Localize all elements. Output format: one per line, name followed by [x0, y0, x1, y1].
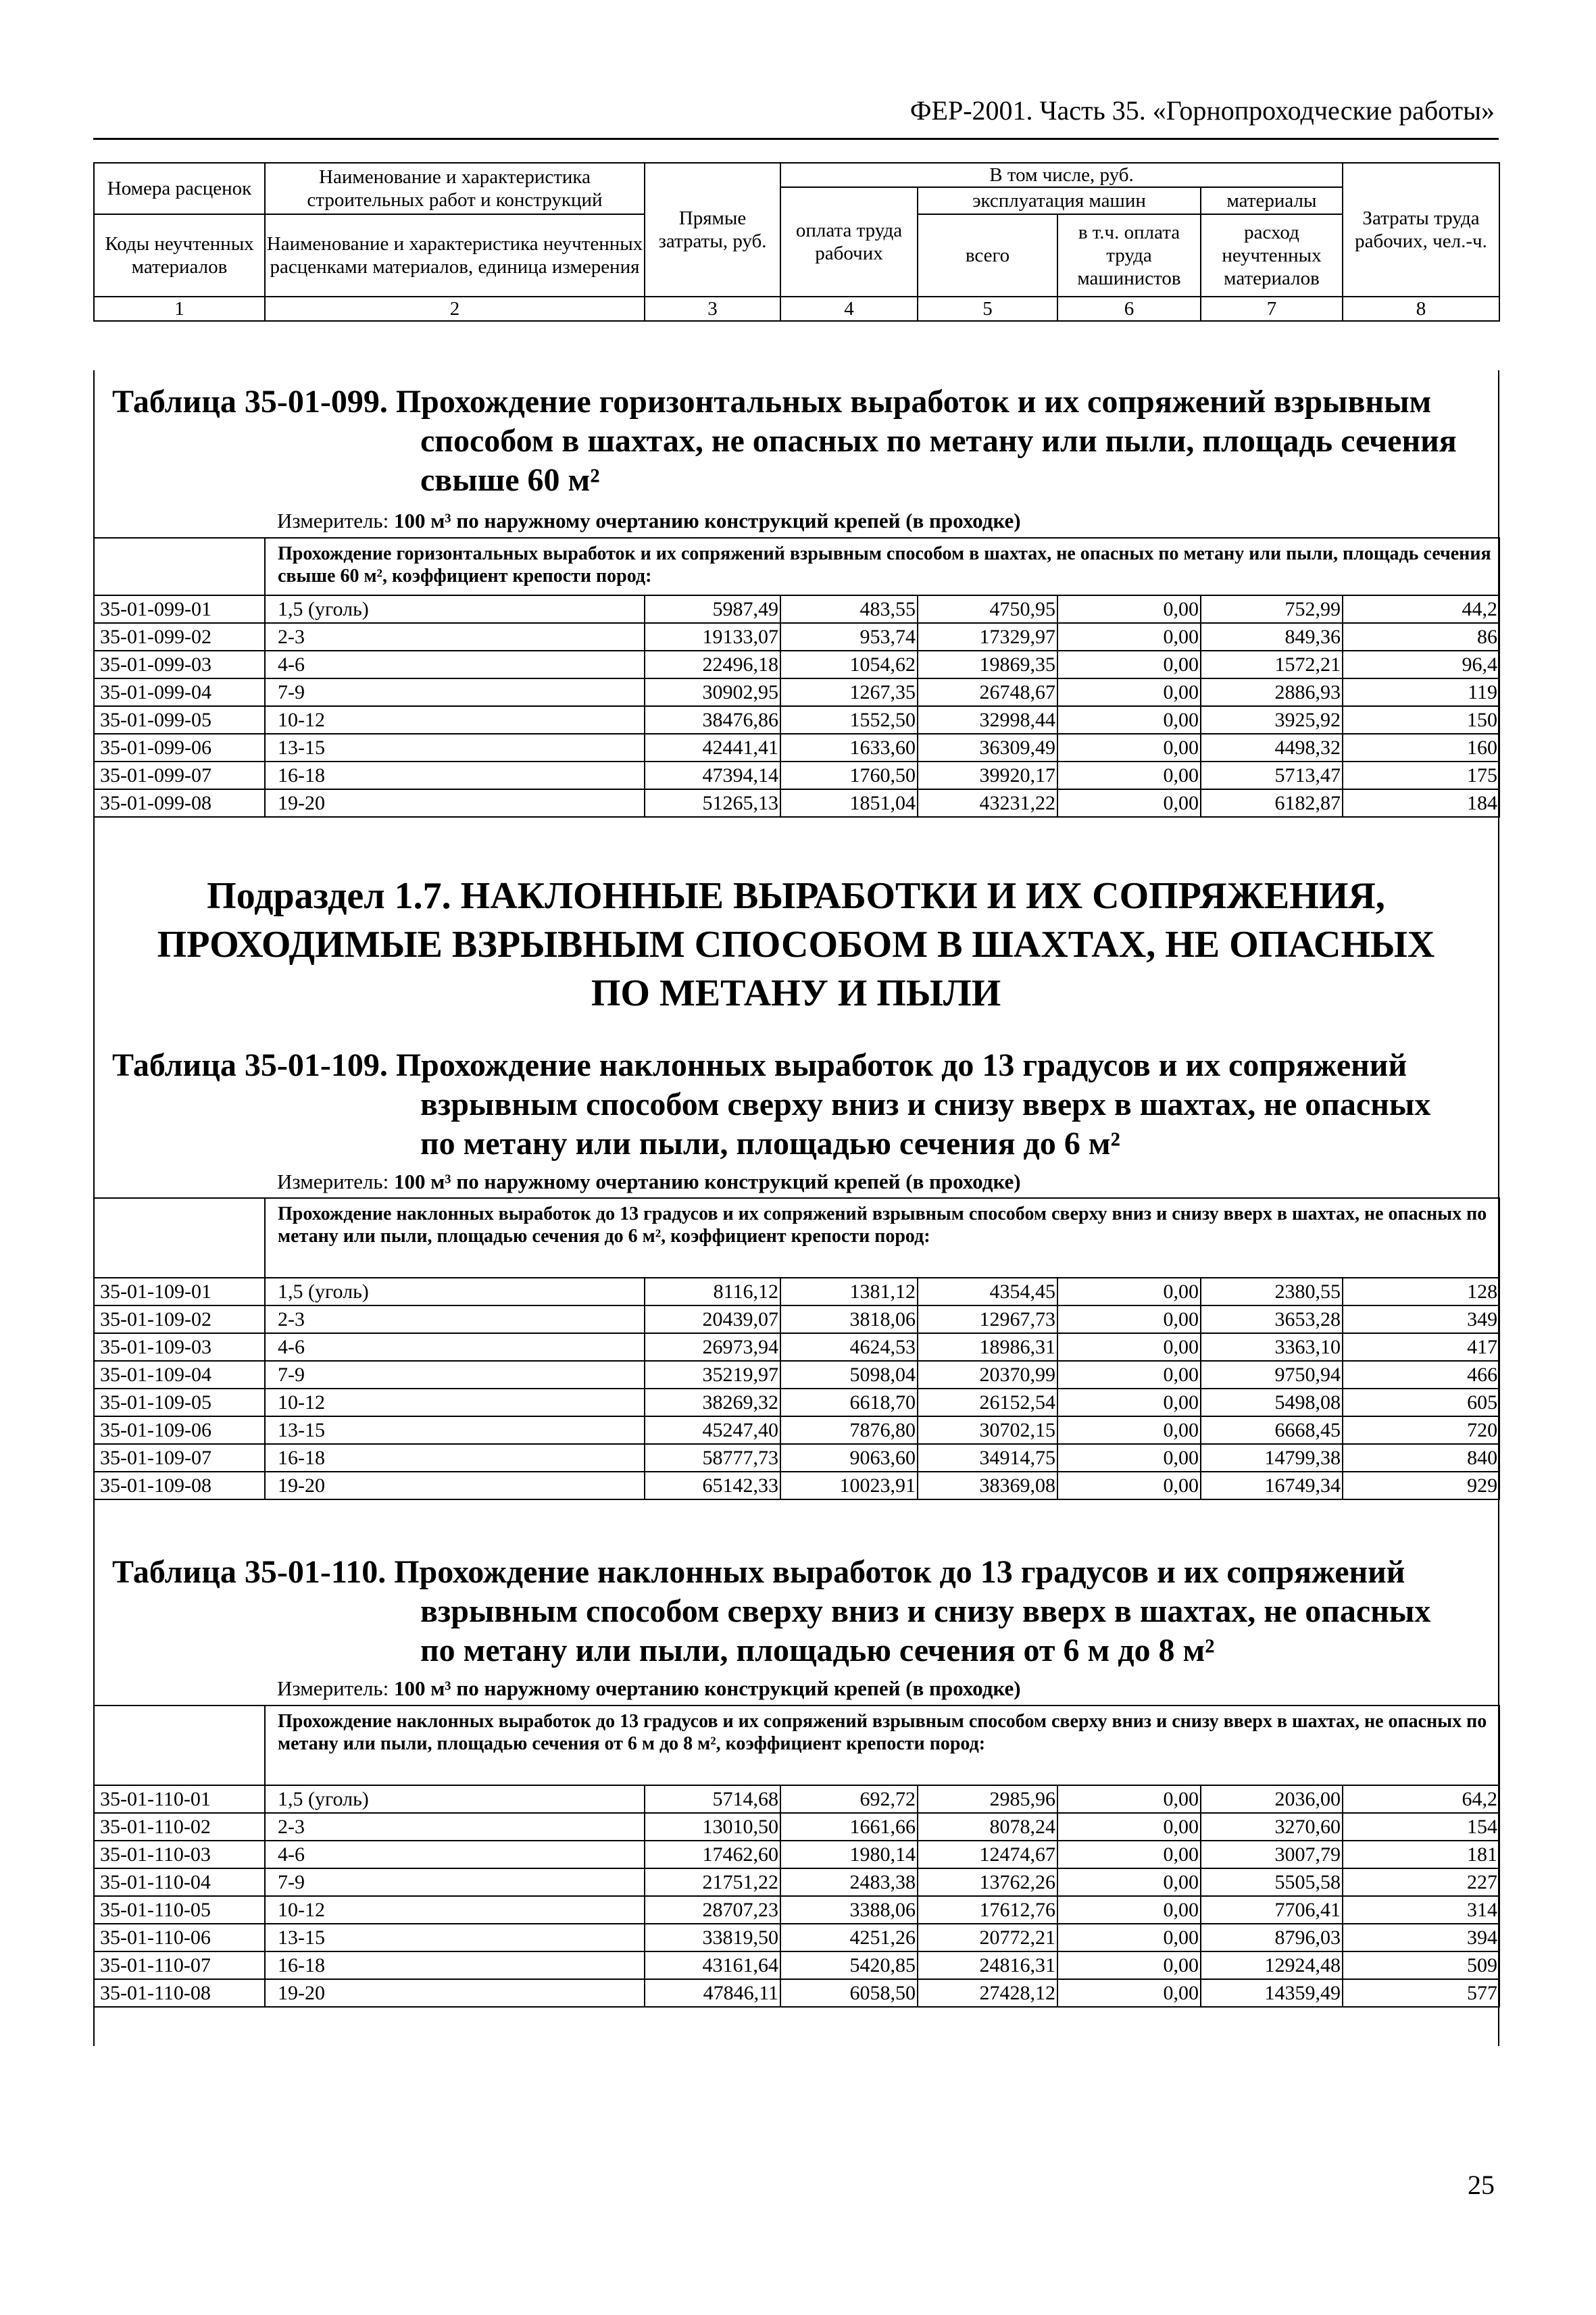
unit-label: Измеритель:	[277, 509, 394, 532]
labor-hours-cell: 509	[1343, 1951, 1499, 1979]
machinist-pay-cell: 0,00	[1057, 1896, 1201, 1924]
rock-hardness-cell: 2-3	[265, 1305, 645, 1333]
direct-costs-cell: 38476,86	[645, 706, 780, 734]
rate-code-cell: 35-01-109-04	[94, 1361, 265, 1389]
table-title-line: взрывным способом сверху вниз и снизу вверх в шахтах, не опасных	[420, 1593, 1431, 1629]
rate-table-110	[93, 1705, 1500, 2008]
header-codes-top: Номера расценок	[94, 163, 265, 214]
direct-costs-cell: 19133,07	[645, 623, 780, 651]
table-title-line: способом в шахтах, не опасных по метану или пыли, площадь сечения	[420, 423, 1457, 459]
unit-value: 100 м³ по наружному очертанию конструкций крепей (в проходке)	[393, 1170, 1021, 1193]
direct-costs-cell: 28707,23	[645, 1896, 780, 1924]
table-row	[94, 1472, 1499, 1499]
machines-total-cell: 20772,21	[918, 1924, 1057, 1951]
labor-hours-cell: 160	[1343, 734, 1499, 762]
table-title-line: Таблица 35-01-109. Прохождение наклонных выработок до 13 градусов и их сопряжений	[112, 1047, 1407, 1083]
labor-hours-cell: 96,4	[1343, 651, 1499, 678]
rate-code-cell: 35-01-099-07	[94, 762, 265, 789]
labor-hours-cell: 466	[1343, 1361, 1499, 1389]
subsection-line: ПО МЕТАНУ И ПЫЛИ	[591, 972, 1001, 1014]
machines-total-cell: 19869,35	[918, 651, 1057, 678]
rate-table-109	[93, 1197, 1500, 1500]
machinist-pay-cell: 0,00	[1057, 678, 1201, 706]
worker-pay-cell: 1267,35	[780, 678, 918, 706]
machines-total-cell: 20370,99	[918, 1361, 1057, 1389]
machinist-pay-cell: 0,00	[1057, 651, 1201, 678]
machinist-pay-cell: 0,00	[1057, 1924, 1201, 1951]
worker-pay-cell: 1381,12	[780, 1278, 918, 1305]
table-row	[94, 1841, 1499, 1868]
worker-pay-cell: 1980,14	[780, 1841, 918, 1868]
material-usage-cell: 7706,41	[1201, 1896, 1343, 1924]
worker-pay-cell: 1054,62	[780, 651, 918, 678]
material-usage-cell: 5498,08	[1201, 1389, 1343, 1416]
rock-hardness-cell: 16-18	[265, 762, 645, 789]
rock-hardness-cell: 19-20	[265, 1979, 645, 2007]
worker-pay-cell: 9063,60	[780, 1444, 918, 1472]
machinist-pay-cell: 0,00	[1057, 1416, 1201, 1444]
machines-total-cell: 18986,31	[918, 1333, 1057, 1361]
rock-hardness-cell: 13-15	[265, 1924, 645, 1951]
machines-total-cell: 12967,73	[918, 1305, 1057, 1333]
table-title-line: Таблица 35-01-099. Прохождение горизонтальных выработок и их сопряжений взрывным	[112, 384, 1432, 420]
rate-code-cell: 35-01-109-05	[94, 1389, 265, 1416]
worker-pay-cell: 4251,26	[780, 1924, 918, 1951]
unit-value: 100 м³ по наружному очертанию конструкций крепей (в проходке)	[393, 1676, 1021, 1700]
direct-costs-cell: 51265,13	[645, 789, 780, 817]
unit-label: Измеритель:	[277, 1676, 394, 1700]
direct-costs-cell: 26973,94	[645, 1333, 780, 1361]
labor-hours-cell: 840	[1343, 1444, 1499, 1472]
worker-pay-cell: 5098,04	[780, 1361, 918, 1389]
machines-total-cell: 8078,24	[918, 1813, 1057, 1841]
header-number: 7	[1201, 297, 1343, 321]
machinist-pay-cell: 0,00	[1057, 1472, 1201, 1499]
direct-costs-cell: 43161,64	[645, 1951, 780, 1979]
material-usage-cell: 6182,87	[1201, 789, 1343, 817]
table-row	[94, 595, 1499, 623]
rock-hardness-cell: 19-20	[265, 789, 645, 817]
direct-costs-cell: 13010,50	[645, 1813, 780, 1841]
machines-total-cell: 24816,31	[918, 1951, 1057, 1979]
rate-code-cell: 35-01-099-01	[94, 595, 265, 623]
table-row	[94, 1278, 1499, 1305]
rock-hardness-cell: 7-9	[265, 1868, 645, 1896]
rock-hardness-cell: 10-12	[265, 706, 645, 734]
material-usage-cell: 3363,10	[1201, 1333, 1343, 1361]
labor-hours-cell: 929	[1343, 1472, 1499, 1499]
labor-hours-cell: 64,2	[1343, 1785, 1499, 1813]
rock-hardness-cell: 2-3	[265, 1813, 645, 1841]
header-machinist-pay: в т.ч. оплата труда машинистов	[1057, 214, 1201, 297]
direct-costs-cell: 45247,40	[645, 1416, 780, 1444]
rate-code-cell: 35-01-109-02	[94, 1305, 265, 1333]
material-usage-cell: 3007,79	[1201, 1841, 1343, 1868]
table-row	[94, 1951, 1499, 1979]
labor-hours-cell: 44,2	[1343, 595, 1499, 623]
rate-code-cell: 35-01-099-05	[94, 706, 265, 734]
material-usage-cell: 2380,55	[1201, 1278, 1343, 1305]
table-row	[94, 1305, 1499, 1333]
direct-costs-cell: 38269,32	[645, 1389, 780, 1416]
worker-pay-cell: 2483,38	[780, 1868, 918, 1896]
material-usage-cell: 1572,21	[1201, 651, 1343, 678]
table-title-line: свыше 60 м²	[420, 462, 600, 498]
unit-label: Измеритель:	[277, 1170, 394, 1193]
header-number: 5	[918, 297, 1057, 321]
table-row	[94, 1979, 1499, 2007]
rock-hardness-cell: 7-9	[265, 678, 645, 706]
rate-code-cell: 35-01-109-08	[94, 1472, 265, 1499]
table-row	[94, 1333, 1499, 1361]
direct-costs-cell: 5714,68	[645, 1785, 780, 1813]
material-usage-cell: 14359,49	[1201, 1979, 1343, 2007]
direct-costs-cell: 35219,97	[645, 1361, 780, 1389]
table-row	[94, 623, 1499, 651]
table-title-099	[112, 382, 1457, 498]
material-usage-cell: 3925,92	[1201, 706, 1343, 734]
direct-costs-cell: 21751,22	[645, 1868, 780, 1896]
labor-hours-cell: 314	[1343, 1896, 1499, 1924]
worker-pay-cell: 7876,80	[780, 1416, 918, 1444]
machinist-pay-cell: 0,00	[1057, 706, 1201, 734]
rock-hardness-cell: 10-12	[265, 1896, 645, 1924]
machinist-pay-cell: 0,00	[1057, 1389, 1201, 1416]
worker-pay-cell: 6618,70	[780, 1389, 918, 1416]
rate-code-cell: 35-01-099-03	[94, 651, 265, 678]
rock-hardness-cell: 13-15	[265, 734, 645, 762]
direct-costs-cell: 33819,50	[645, 1924, 780, 1951]
direct-costs-cell: 20439,07	[645, 1305, 780, 1333]
rate-code-cell: 35-01-109-07	[94, 1444, 265, 1472]
table-title-109	[112, 1046, 1431, 1162]
machines-total-cell: 4354,45	[918, 1278, 1057, 1305]
table-body-109	[94, 1278, 1499, 1499]
direct-costs-cell: 30902,95	[645, 678, 780, 706]
table-body-099	[94, 595, 1499, 817]
material-usage-cell: 12924,48	[1201, 1951, 1343, 1979]
rate-code-cell: 35-01-110-08	[94, 1979, 265, 2007]
labor-hours-cell: 86	[1343, 623, 1499, 651]
machines-total-cell: 34914,75	[918, 1444, 1057, 1472]
unit-value: 100 м³ по наружному очертанию конструкций крепей (в проходке)	[393, 509, 1021, 532]
table-title-line: Таблица 35-01-110. Прохождение наклонных выработок до 13 градусов и их сопряжений	[112, 1554, 1405, 1590]
machines-total-cell: 39920,17	[918, 762, 1057, 789]
worker-pay-cell: 953,74	[780, 623, 918, 651]
material-usage-cell: 16749,34	[1201, 1472, 1343, 1499]
header-codes-bottom: Коды неучтенных материалов	[94, 214, 265, 297]
machines-total-cell: 27428,12	[918, 1979, 1057, 2007]
header-numbers-row	[94, 297, 1499, 321]
table-description: Прохождение наклонных выработок до 13 градусов и их сопряжений взрывным способом сверху вниз и снизу вверх в шахтах, не опасных по метану или пыли, площадью сечения от 6 м до 8 м², коэффициент крепости пород:	[265, 1706, 1499, 1785]
rock-hardness-cell: 7-9	[265, 1361, 645, 1389]
machinist-pay-cell: 0,00	[1057, 789, 1201, 817]
header-names-top: Наименование и характеристика строительных работ и конструкций	[265, 163, 645, 214]
direct-costs-cell: 47846,11	[645, 1979, 780, 2007]
table-title-line: по метану или пыли, площадью сечения до 6 м²	[420, 1126, 1120, 1162]
subsection-heading	[93, 872, 1499, 1018]
table-row	[94, 789, 1499, 817]
table-row	[94, 706, 1499, 734]
worker-pay-cell: 483,55	[780, 595, 918, 623]
header-direct-costs: Прямые затраты, руб.	[645, 163, 780, 297]
rock-hardness-cell: 13-15	[265, 1416, 645, 1444]
machinist-pay-cell: 0,00	[1057, 734, 1201, 762]
worker-pay-cell: 1661,66	[780, 1813, 918, 1841]
machines-total-cell: 12474,67	[918, 1841, 1057, 1868]
machines-total-cell: 36309,49	[918, 734, 1057, 762]
table-title-line: взрывным способом сверху вниз и снизу вверх в шахтах, не опасных	[420, 1087, 1431, 1122]
labor-hours-cell: 605	[1343, 1389, 1499, 1416]
header-number: 2	[265, 297, 645, 321]
machines-total-cell: 32998,44	[918, 706, 1057, 734]
header-number: 6	[1057, 297, 1201, 321]
machines-total-cell: 43231,22	[918, 789, 1057, 817]
table-title-110	[112, 1553, 1431, 1668]
material-usage-cell: 2036,00	[1201, 1785, 1343, 1813]
material-usage-cell: 3653,28	[1201, 1305, 1343, 1333]
header-worker-pay: оплата труда рабочих	[780, 187, 918, 297]
machines-total-cell: 17612,76	[918, 1896, 1057, 1924]
rate-code-cell: 35-01-099-08	[94, 789, 265, 817]
material-usage-cell: 8796,03	[1201, 1924, 1343, 1951]
material-usage-cell: 849,36	[1201, 623, 1343, 651]
table-title-line: по метану или пыли, площадью сечения от 6 м до 8 м²	[420, 1633, 1215, 1668]
machinist-pay-cell: 0,00	[1057, 1305, 1201, 1333]
machinist-pay-cell: 0,00	[1057, 623, 1201, 651]
table-row	[94, 1785, 1499, 1813]
material-usage-cell: 752,99	[1201, 595, 1343, 623]
header-number: 1	[94, 297, 265, 321]
worker-pay-cell: 4624,53	[780, 1333, 918, 1361]
material-usage-cell: 4498,32	[1201, 734, 1343, 762]
machinist-pay-cell: 0,00	[1057, 1951, 1201, 1979]
desc-spacer	[94, 538, 265, 595]
worker-pay-cell: 3388,06	[780, 1896, 918, 1924]
header-labor: Затраты труда рабочих, чел.-ч.	[1343, 163, 1499, 297]
material-usage-cell: 14799,38	[1201, 1444, 1343, 1472]
table-row	[94, 1444, 1499, 1472]
material-usage-cell: 6668,45	[1201, 1416, 1343, 1444]
header-including: В том числе, руб.	[780, 163, 1343, 187]
table-row	[94, 678, 1499, 706]
page-number: 25	[1468, 2170, 1495, 2200]
header-materials: материалы	[1201, 187, 1343, 214]
labor-hours-cell: 720	[1343, 1416, 1499, 1444]
labor-hours-cell: 181	[1343, 1841, 1499, 1868]
table-row	[94, 762, 1499, 789]
rate-code-cell: 35-01-110-02	[94, 1813, 265, 1841]
direct-costs-cell: 22496,18	[645, 651, 780, 678]
header-number: 3	[645, 297, 780, 321]
labor-hours-cell: 577	[1343, 1979, 1499, 2007]
table-row	[94, 1361, 1499, 1389]
table-row	[94, 1813, 1499, 1841]
subsection-line: Подраздел 1.7. НАКЛОННЫЕ ВЫРАБОТКИ И ИХ СОПРЯЖЕНИЯ,	[207, 875, 1385, 917]
table-row	[94, 1896, 1499, 1924]
header-number: 8	[1343, 297, 1499, 321]
rock-hardness-cell: 4-6	[265, 1841, 645, 1868]
table-row	[94, 1389, 1499, 1416]
rock-hardness-cell: 1,5 (уголь)	[265, 1278, 645, 1305]
rock-hardness-cell: 4-6	[265, 651, 645, 678]
machinist-pay-cell: 0,00	[1057, 1361, 1201, 1389]
machines-total-cell: 13762,26	[918, 1868, 1057, 1896]
rate-code-cell: 35-01-099-06	[94, 734, 265, 762]
rate-code-cell: 35-01-110-04	[94, 1868, 265, 1896]
rock-hardness-cell: 16-18	[265, 1951, 645, 1979]
rate-code-cell: 35-01-099-02	[94, 623, 265, 651]
machinist-pay-cell: 0,00	[1057, 762, 1201, 789]
machinist-pay-cell: 0,00	[1057, 1813, 1201, 1841]
machinist-pay-cell: 0,00	[1057, 1785, 1201, 1813]
rate-table-099	[93, 537, 1500, 818]
direct-costs-cell: 8116,12	[645, 1278, 780, 1305]
rock-hardness-cell: 16-18	[265, 1444, 645, 1472]
machines-total-cell: 17329,97	[918, 623, 1057, 651]
rate-code-cell: 35-01-110-07	[94, 1951, 265, 1979]
table-body-110	[94, 1785, 1499, 2007]
worker-pay-cell: 1633,60	[780, 734, 918, 762]
material-usage-cell: 2886,93	[1201, 678, 1343, 706]
table-description: Прохождение горизонтальных выработок и их сопряжений взрывным способом в шахтах, не опасных по метану или пыли, площадь сечения свыше 60 м², коэффициент крепости пород:	[265, 538, 1499, 595]
header-machines: эксплуатация машин	[918, 187, 1201, 214]
worker-pay-cell: 1760,50	[780, 762, 918, 789]
rate-code-cell: 35-01-109-06	[94, 1416, 265, 1444]
desc-spacer	[94, 1198, 265, 1278]
machines-total-cell: 26152,54	[918, 1389, 1057, 1416]
table-row	[94, 1868, 1499, 1896]
header-material-usage: расход неучтенных материалов	[1201, 214, 1343, 297]
rate-code-cell: 35-01-109-03	[94, 1333, 265, 1361]
machinist-pay-cell: 0,00	[1057, 1979, 1201, 2007]
table-row	[94, 651, 1499, 678]
desc-spacer	[94, 1706, 265, 1785]
direct-costs-cell: 42441,41	[645, 734, 780, 762]
machinist-pay-cell: 0,00	[1057, 1868, 1201, 1896]
unit-line-110	[277, 1676, 1021, 1701]
worker-pay-cell: 3818,06	[780, 1305, 918, 1333]
labor-hours-cell: 417	[1343, 1333, 1499, 1361]
material-usage-cell: 3270,60	[1201, 1813, 1343, 1841]
direct-costs-cell: 58777,73	[645, 1444, 780, 1472]
table-row	[94, 1416, 1499, 1444]
labor-hours-cell: 349	[1343, 1305, 1499, 1333]
machines-total-cell: 26748,67	[918, 678, 1057, 706]
labor-hours-cell: 119	[1343, 678, 1499, 706]
machinist-pay-cell: 0,00	[1057, 1333, 1201, 1361]
header-names-bottom: Наименование и характеристика неучтенных расценками материалов, единица измерения	[265, 214, 645, 297]
labor-hours-cell: 154	[1343, 1813, 1499, 1841]
machines-total-cell: 2985,96	[918, 1785, 1057, 1813]
rate-code-cell: 35-01-099-04	[94, 678, 265, 706]
unit-line-099	[277, 508, 1021, 534]
header-rule	[93, 138, 1499, 140]
worker-pay-cell: 6058,50	[780, 1979, 918, 2007]
labor-hours-cell: 184	[1343, 789, 1499, 817]
column-header-table	[93, 162, 1500, 322]
worker-pay-cell: 10023,91	[780, 1472, 918, 1499]
rock-hardness-cell: 2-3	[265, 623, 645, 651]
worker-pay-cell: 1851,04	[780, 789, 918, 817]
machinist-pay-cell: 0,00	[1057, 1841, 1201, 1868]
rock-hardness-cell: 4-6	[265, 1333, 645, 1361]
table-row	[94, 1924, 1499, 1951]
rock-hardness-cell: 1,5 (уголь)	[265, 595, 645, 623]
rate-code-cell: 35-01-109-01	[94, 1278, 265, 1305]
rock-hardness-cell: 19-20	[265, 1472, 645, 1499]
labor-hours-cell: 394	[1343, 1924, 1499, 1951]
running-header: ФЕР-2001. Часть 35. «Горнопроходческие работы»	[909, 95, 1495, 126]
machines-total-cell: 4750,95	[918, 595, 1057, 623]
machinist-pay-cell: 0,00	[1057, 1444, 1201, 1472]
rock-hardness-cell: 10-12	[265, 1389, 645, 1416]
labor-hours-cell: 227	[1343, 1868, 1499, 1896]
rate-code-cell: 35-01-110-06	[94, 1924, 265, 1951]
worker-pay-cell: 5420,85	[780, 1951, 918, 1979]
labor-hours-cell: 175	[1343, 762, 1499, 789]
direct-costs-cell: 17462,60	[645, 1841, 780, 1868]
machinist-pay-cell: 0,00	[1057, 1278, 1201, 1305]
direct-costs-cell: 65142,33	[645, 1472, 780, 1499]
subsection-line: ПРОХОДИМЫЕ ВЗРЫВНЫМ СПОСОБОМ В ШАХТАХ, НЕ ОПАСНЫХ	[157, 924, 1435, 966]
table-description: Прохождение наклонных выработок до 13 градусов и их сопряжений взрывным способом сверху вниз и снизу вверх в шахтах, не опасных по метану или пыли, площадью сечения до 6 м², коэффициент крепости пород:	[265, 1198, 1499, 1278]
header-machines-total: всего	[918, 214, 1057, 297]
direct-costs-cell: 5987,49	[645, 595, 780, 623]
header-number: 4	[780, 297, 918, 321]
machines-total-cell: 30702,15	[918, 1416, 1057, 1444]
machinist-pay-cell: 0,00	[1057, 595, 1201, 623]
worker-pay-cell: 692,72	[780, 1785, 918, 1813]
worker-pay-cell: 1552,50	[780, 706, 918, 734]
rock-hardness-cell: 1,5 (уголь)	[265, 1785, 645, 1813]
machines-total-cell: 38369,08	[918, 1472, 1057, 1499]
material-usage-cell: 5713,47	[1201, 762, 1343, 789]
unit-line-109	[277, 1169, 1021, 1195]
labor-hours-cell: 150	[1343, 706, 1499, 734]
direct-costs-cell: 47394,14	[645, 762, 780, 789]
material-usage-cell: 5505,58	[1201, 1868, 1343, 1896]
table-row	[94, 734, 1499, 762]
rate-code-cell: 35-01-110-05	[94, 1896, 265, 1924]
material-usage-cell: 9750,94	[1201, 1361, 1343, 1389]
rate-code-cell: 35-01-110-01	[94, 1785, 265, 1813]
rate-code-cell: 35-01-110-03	[94, 1841, 265, 1868]
labor-hours-cell: 128	[1343, 1278, 1499, 1305]
